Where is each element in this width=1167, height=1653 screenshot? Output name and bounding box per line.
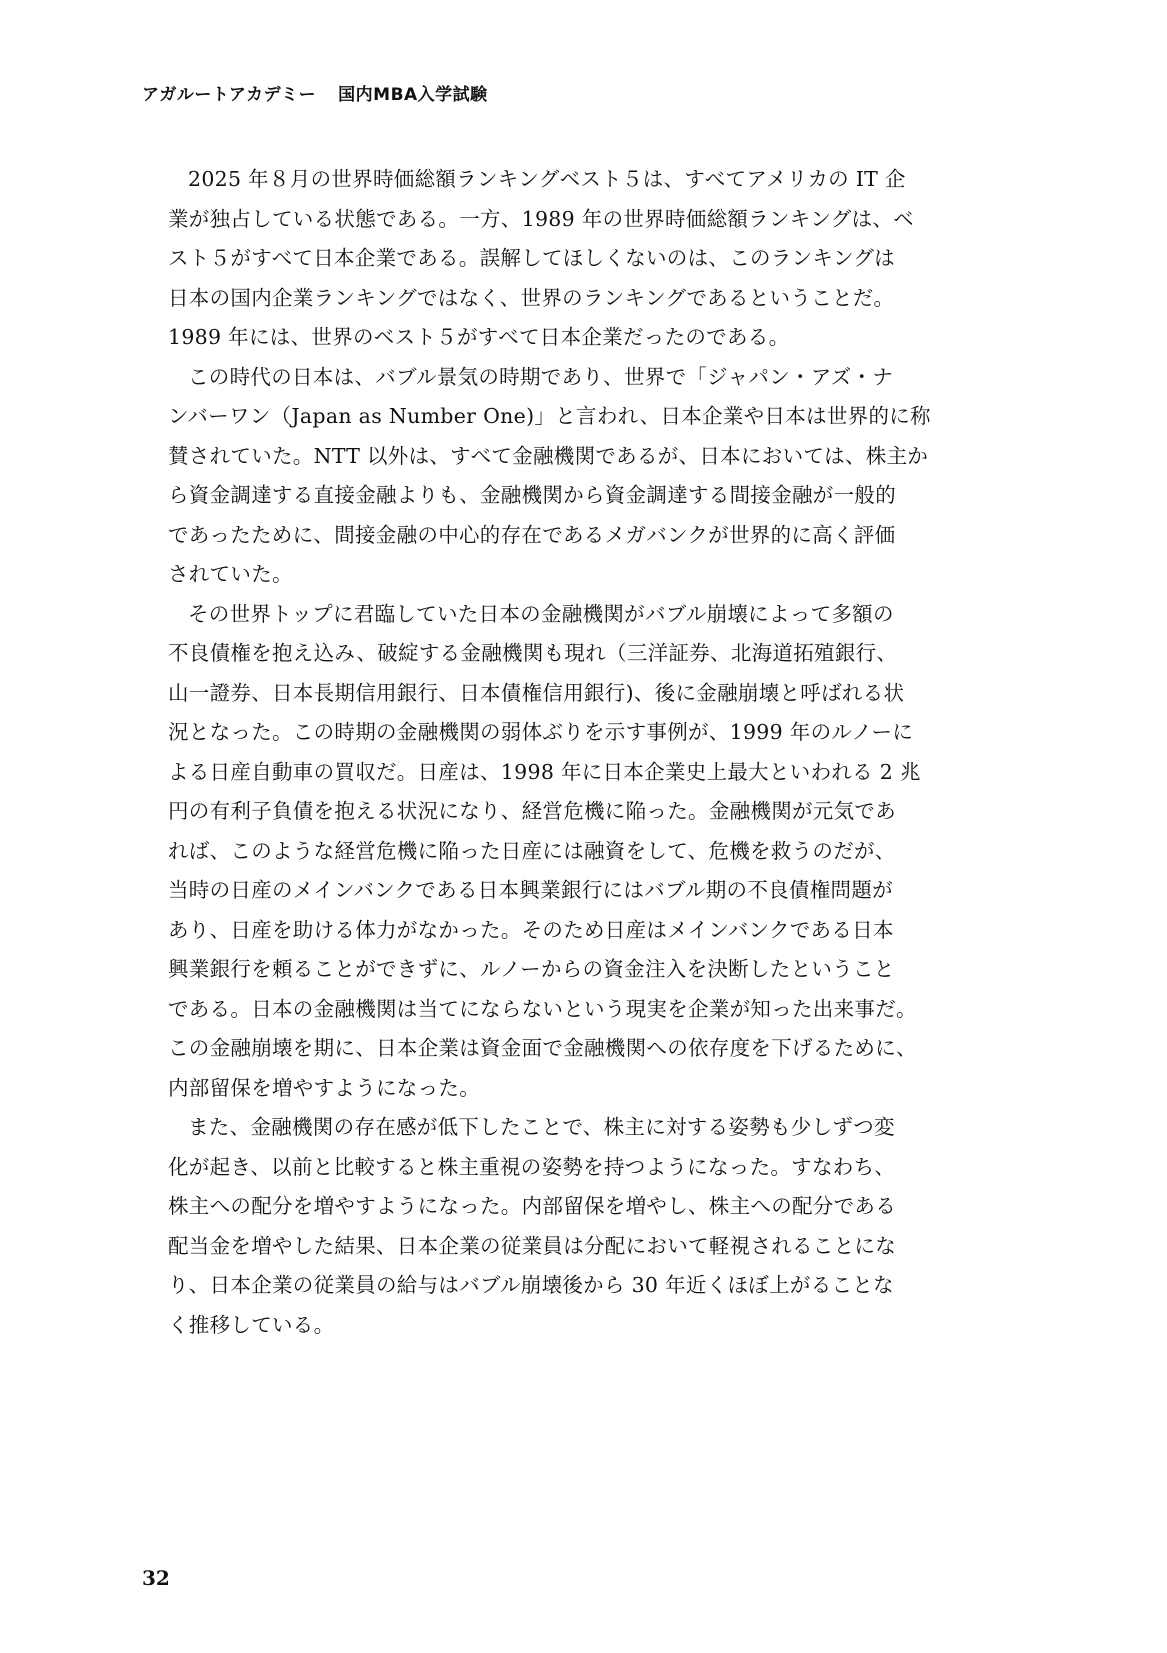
body-line: 円の有利子負債を抱える状況になり、経営危機に陥った。金融機関が元気であ — [168, 799, 896, 823]
body-line: ンバーワン（Japan as Number One)」と言われ、日本企業や日本は世界的に称 — [168, 404, 931, 428]
body-line: 化が起き、以前と比較すると株主重視の姿勢を持つようになった。すなわち、 — [168, 1154, 896, 1179]
body-line: 日本の国内企業ランキングではなく、世界のランキングであるということだ。 — [168, 285, 895, 310]
body-line: 賛されていた。NTT 以外は、すべて金融機関であるが、日本においては、株主か — [168, 443, 929, 468]
running-header — [142, 80, 488, 105]
body-line: この金融崩壊を期に、日本企業は資金面で金融機関への依存度を下げるために、 — [168, 1036, 917, 1060]
body-line: この時代の日本は、バブル景気の時期であり、世界で「ジャパン・アズ・ナ — [188, 364, 894, 389]
body-line: 配当金を増やした結果、日本企業の従業員は分配において軽視されることにな — [168, 1233, 896, 1258]
body-line: よる日産自動車の買収だ。日産は、1998 年に日本企業史上最大といわれる 2 兆 — [168, 759, 921, 784]
body-line: その世界トップに君臨していた日本の金融機関がバブル崩壊によって多額の — [188, 601, 894, 626]
body-line: 山一證券、日本長期信用銀行、日本債権信用銀行)、後に金融崩壊と呼ばれる状 — [168, 680, 905, 705]
body-line: く推移している。 — [168, 1312, 335, 1337]
body-line: また、金融機関の存在感が低下したことで、株主に対する姿勢も少しずつ変 — [188, 1115, 895, 1139]
body-line: 業が独占している状態である。一方、1989 年の世界時価総額ランキングは、ベ — [168, 206, 914, 231]
body-line: であったために、間接金融の中心的存在であるメガバンクが世界的に高く評価 — [168, 522, 896, 547]
body-line: 不良債権を抱え込み、破綻する金融機関も現れ（三洋証券、北海道拓殖銀行、 — [168, 641, 898, 665]
body-line: ら資金調達する直接金融よりも、金融機関から資金調達する間接金融が一般的 — [168, 483, 896, 507]
header-publisher: アガルートアカデミー — [142, 85, 317, 105]
body-line: されていた。 — [168, 562, 293, 586]
body-line: 興業銀行を頼ることができずに、ルノーからの資金注入を決断したということ — [168, 957, 895, 981]
body-line: あり、日産を助ける体力がなかった。そのため日産はメインバンクである日本 — [168, 917, 894, 942]
body-line: れば、このような経営危機に陥った日産には融資をして、危機を救うのだが、 — [168, 838, 896, 863]
body-line: 当時の日産のメインバンクである日本興業銀行にはバブル期の不良債権問題が — [168, 878, 893, 902]
body-line: 内部留保を増やすようになった。 — [168, 1075, 480, 1100]
header-title: 国内MBA入学試験 — [338, 85, 488, 105]
body-line: 2025 年８月の世界時価総額ランキングベスト５は、すべてアメリカの IT 企 — [188, 167, 906, 191]
body-line: 株主への配分を増やすようになった。内部留保を増やし、株主への配分である — [168, 1194, 896, 1218]
body-line: 1989 年には、世界のベスト５がすべて日本企業だったのである。 — [168, 325, 790, 349]
body-line: 況となった。この時期の金融機関の弱体ぶりを示す事例が、1999 年のルノーに — [168, 720, 914, 744]
body-line: り、日本企業の従業員の給与はバブル崩壊後から 30 年近くほぼ上がることな — [168, 1273, 894, 1297]
page-number: 32 — [142, 1566, 170, 1590]
body-line: である。日本の金融機関は当てにならないという現実を企業が知った出来事だ。 — [168, 996, 917, 1021]
body-line: スト５がすべて日本企業である。誤解してほしくないのは、このランキングは — [168, 246, 895, 270]
body-text — [168, 160, 1000, 1345]
